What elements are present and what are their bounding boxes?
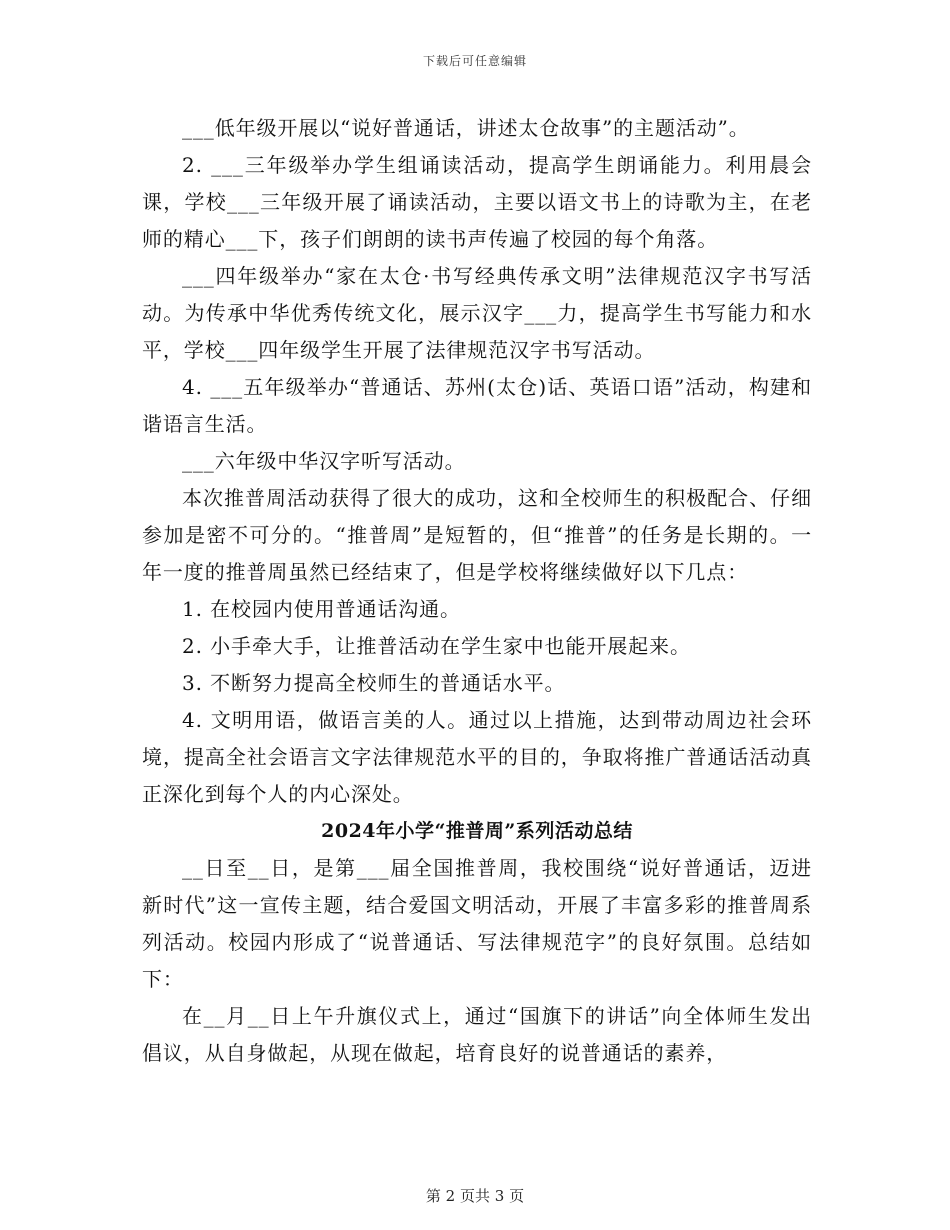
page-footer: 第 2 页共 3 页	[425, 1187, 525, 1205]
paragraph-grade-4: ___四年级举办“家在太仓·书写经典传承文明”法律规范汉字书写活动。为传承中华优秀传统文化，展示汉字___力，提高学生书写能力和水平，学校___四年级学生开展了法律规范汉字书写活动。	[142, 264, 812, 362]
page-header: 下载后可任意编辑	[422, 54, 527, 68]
paragraph-summary: 本次推普周活动获得了很大的成功，这和全校师生的积极配合、仔细参加是密不可分的。“推普周”是短暂的，但“推普”的任务是长期的。一年一度的推普周虽然已经结束了，但是学校将继续做好以下几点：	[142, 486, 812, 584]
paragraph-grade-5: 4. ___五年级举办“普通话、苏州(太仓)话、英语口语”活动，构建和谐语言生活。	[142, 375, 812, 436]
list-item-2: 2. 小手牵大手，让推普活动在学生家中也能开展起来。	[182, 634, 691, 658]
paragraph-intro: __日至__日，是第___届全国推普周，我校围绕“说好普通话，迈进新时代”这一宣传主题，结合爱国文明活动，开展了丰富多彩的推普周系列活动。校园内形成了“说普通话、写法律规范字”的良好氛围。总结如下：	[142, 856, 812, 991]
document-body	[142, 110, 812, 1072]
section-title: 2024年小学“推普周”系列活动总结	[321, 820, 633, 842]
list-item-4: 4. 文明用语，做语言美的人。通过以上措施，达到带动周边社会环境，提高全社会语言文字法律规范水平的目的，争取将推广普通话活动真正深化到每个人的内心深处。	[142, 708, 812, 806]
paragraph-grade-6: ___六年级中华汉字听写活动。	[182, 449, 466, 473]
paragraph-flag-ceremony: 在__月__日上午升旗仪式上，通过“国旗下的讲话”向全体师生发出倡议，从自身做起，从现在做起，培育良好的说普通话的素养，	[142, 1004, 812, 1065]
paragraph-grade-3: 2. ___三年级举办学生组诵读活动，提高学生朗诵能力。利用晨会课，学校___三年级开展了诵读活动，主要以语文书上的诗歌为主，在老师的精心___下，孩子们朗朗的读书声传遍了校园的每个角落。	[142, 153, 812, 251]
paragraph-grade-1-2: ___低年级开展以“说好普通话，讲述太仓故事”的主题活动”。	[182, 116, 750, 140]
list-item-1: 1. 在校园内使用普通话沟通。	[182, 597, 461, 621]
list-item-3: 3. 不断努力提高全校师生的普通话水平。	[182, 671, 566, 695]
